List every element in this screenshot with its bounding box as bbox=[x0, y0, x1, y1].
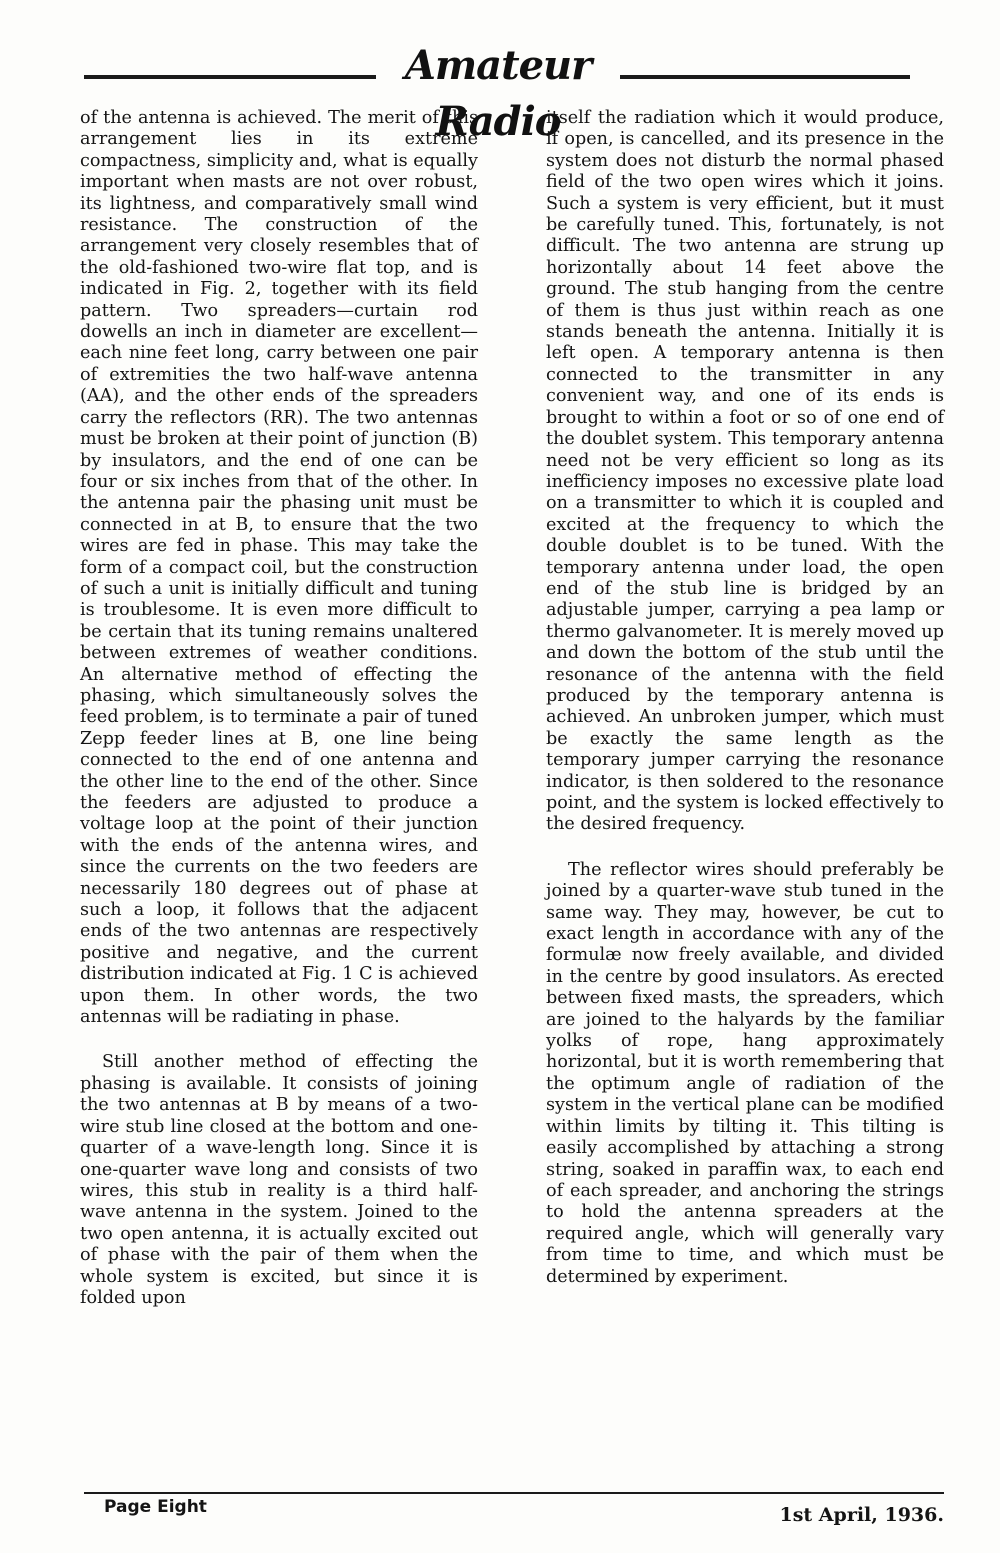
issue-date: 1st April, 1936. bbox=[779, 1504, 944, 1526]
right-paragraph-1: itself the radiation which it would produce, if open, is cancelled, and its presence in the system does not disturb the normal phased field of the two open wires which it joins. Such a system is very efficient, but it must be carefully tuned. This, fortunately, is not difficult. The two antenna are strung up horizontally about 14 feet above the ground. The stub hanging from the centre of them is thus just within reach as one stands beneath the antenna. Initially it is left open. A temporary antenna is then connected to the transmitter in any convenient way, and one of its ends is brought to within a foot or so of one end of the doublet system. This temporary antenna need not be very efficient so long as its inefficiency imposes no excessive plate load on a transmitter to which it is coupled and excited at the frequency to which the double doublet is to be tuned. With the temporary antenna under load, the open end of the stub line is bridged by an adjustable jumper, carrying a pea lamp or thermo galvanometer. It is merely moved up and down the bottom of the stub until the resonance of the antenna with the field produced by the temporary antenna is achieved. An unbroken jumper, which must be exactly the same length as the temporary jumper carrying the resonance indicator, is then soldered to the resonance point, and the system is locked effectively to the desired frequency. bbox=[546, 108, 944, 835]
right-column bbox=[546, 108, 944, 1288]
masthead-rule-left bbox=[84, 75, 376, 79]
left-paragraph-1: of the antenna is achieved. The merit of this arrangement lies in its extreme compactness, simplicity and, what is equally important when masts are not over robust, its lightness, and comparatively small wind resistance. The construction of the arrangement very closely resembles that of the old-fashioned two-wire flat top, and is indicated in Fig. 2, together with its field pattern. Two spreaders—curtain rod dowells an inch in diameter are excellent—each nine feet long, carry between one pair of extremities the two half-wave antenna (AA), and the other ends of the spreaders carry the reflectors (RR). The two antennas must be broken at their point of junction (B) by insulators, and the end of one can be four or six inches from that of the other. In the antenna pair the phasing unit must be connected in at B, to ensure that the two wires are fed in phase. This may take the form of a compact coil, but the construction of such a unit is initially difficult and tuning is troublesome. It is even more difficult to be certain that its tuning remains unaltered between extremes of weather conditions. An alternative method of effecting the phasing, which simultaneously solves the feed problem, is to terminate a pair of tuned Zepp feeder lines at B, one line being connected to the end of one antenna and the other line to the end of the other. Since the feeders are adjusted to produce a voltage loop at the point of their junction with the ends of the antenna wires, and since the currents on the two feeders are necessarily 180 degrees out of phase at such a loop, it follows that the adjacent ends of the two antennas are respectively positive and negative, and the current distribution indicated at Fig. 1 C is achieved upon them. In other words, the two antennas will be radiating in phase. bbox=[80, 108, 478, 1028]
left-paragraph-2: Still another method of effecting the phasing is available. It consists of joining the two antennas at B by means of a two-wire stub line closed at the bottom and one-quarter of a wave-length long. Since it is one-quarter wave long and consists of two wires, this stub in reality is a third half-wave antenna in the system. Joined to the two open antenna, it is actually excited out of phase with the pair of them when the whole system is excited, but since it is folded upon bbox=[80, 1052, 478, 1308]
footer-rule bbox=[84, 1492, 944, 1494]
masthead-title: Amateur Radio bbox=[404, 42, 592, 145]
left-column bbox=[80, 108, 478, 1309]
right-paragraph-2: The reflector wires should preferably be joined by a quarter-wave stub tuned in the same way. They may, however, be cut to exact length in accordance with any of the formulæ now freely available, and divided in the centre by good insulators. As erected between fixed masts, the spreaders, which are joined to the halyards by the familiar yolks of rope, hang approximately horizontal, but it is worth remembering that the optimum angle of radiation of the system in the vertical plane can be modified within limits by tilting it. This tilting is easily accomplished by attaching a strong string, soaked in paraffin wax, to each end of each spreader, and anchoring the strings to hold the antenna spreaders at the required angle, which will generally vary from time to time, and which must be determined by experiment. bbox=[546, 859, 944, 1287]
page-number-label: Page Eight bbox=[104, 1497, 207, 1517]
masthead bbox=[84, 30, 910, 145]
masthead-rule-right bbox=[620, 75, 910, 79]
